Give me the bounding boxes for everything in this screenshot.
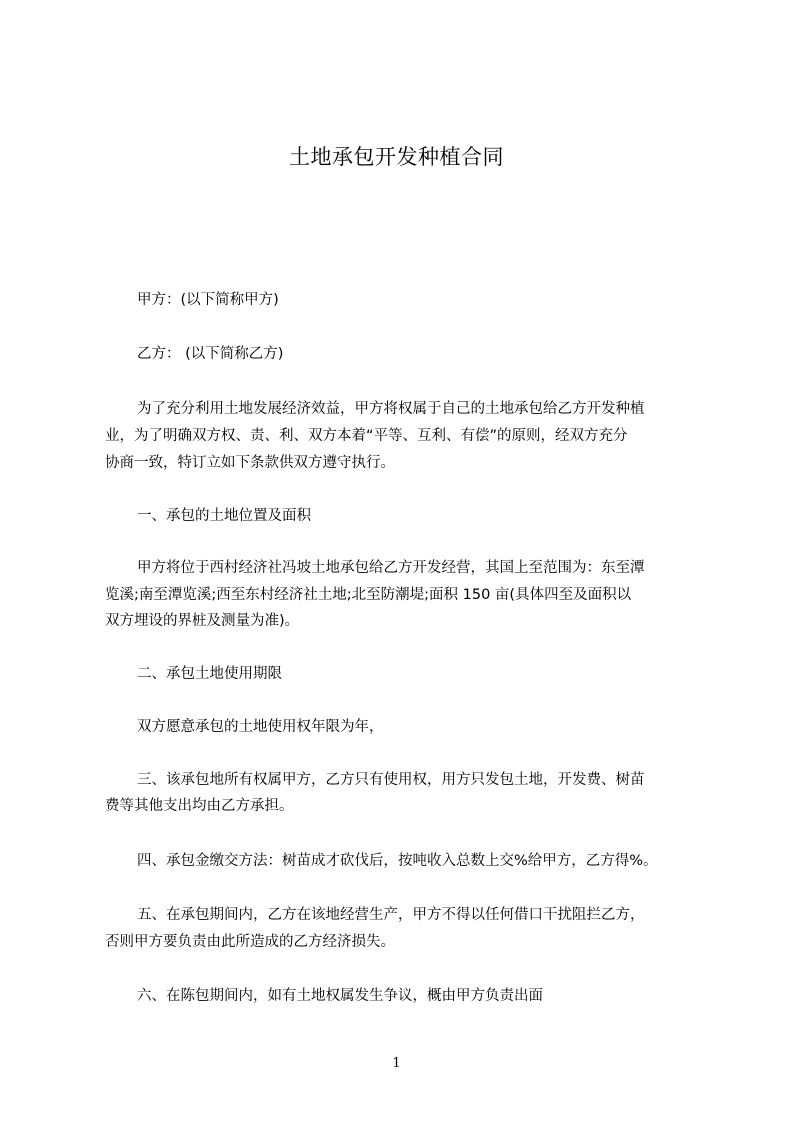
- section-6: 六、在陈包期间内，如有土地权属发生争议，概由甲方负责出面: [137, 988, 543, 1004]
- section-1-body-line-1: 甲方将位于西村经济社冯坡土地承包给乙方开发经营，其国上至范围为：东至潭: [137, 560, 645, 576]
- section-2-heading: 二、承包土地使用期限: [137, 666, 282, 682]
- section-5-line-2: 否则甲方要负责由此所造成的乙方经济损失。: [105, 934, 395, 950]
- page-number: 1: [392, 1056, 401, 1071]
- party-b-line: 乙方： (以下简称乙方): [137, 346, 284, 362]
- section-5-line-1: 五、在承包期间内，乙方在该地经营生产，甲方不得以任何借口干扰阻拦乙方，: [137, 907, 645, 923]
- party-a-line: 甲方：(以下简称甲方): [137, 292, 279, 308]
- section-4: 四、承包金缴交方法：树苗成才砍伐后，按吨收入总数上交%给甲方，乙方得%。: [137, 853, 658, 869]
- intro-paragraph-line-3: 协商一致，特订立如下条款供双方遵守执行。: [105, 455, 395, 471]
- section-1-body-line-3: 双方埋设的界桩及测量为准)。: [105, 613, 300, 629]
- intro-paragraph-line-1: 为了充分利用土地发展经济效益，甲方将权属于自己的土地承包给乙方开发种植: [137, 401, 645, 417]
- section-2-body: 双方愿意承包的土地使用权年限为年，: [137, 719, 384, 735]
- section-3-line-1: 三、该承包地所有权属甲方，乙方只有使用权，用方只发包土地，开发费、树苗: [137, 772, 645, 788]
- document-title: 土地承包开发种植合同: [289, 145, 504, 169]
- intro-paragraph-line-2: 业，为了明确双方权、责、利、双方本着“平等、互利、有偿”的原则，经双方充分: [105, 428, 628, 444]
- section-1-body-line-2: 览溪;南至潭览溪;西至东村经济社土地;北至防潮堤;面积 150 亩(具体四至及面积以: [105, 587, 632, 603]
- section-1-heading: 一、承包的土地位置及面积: [137, 508, 311, 524]
- section-3-line-2: 费等其他支出均由乙方承担。: [105, 798, 294, 814]
